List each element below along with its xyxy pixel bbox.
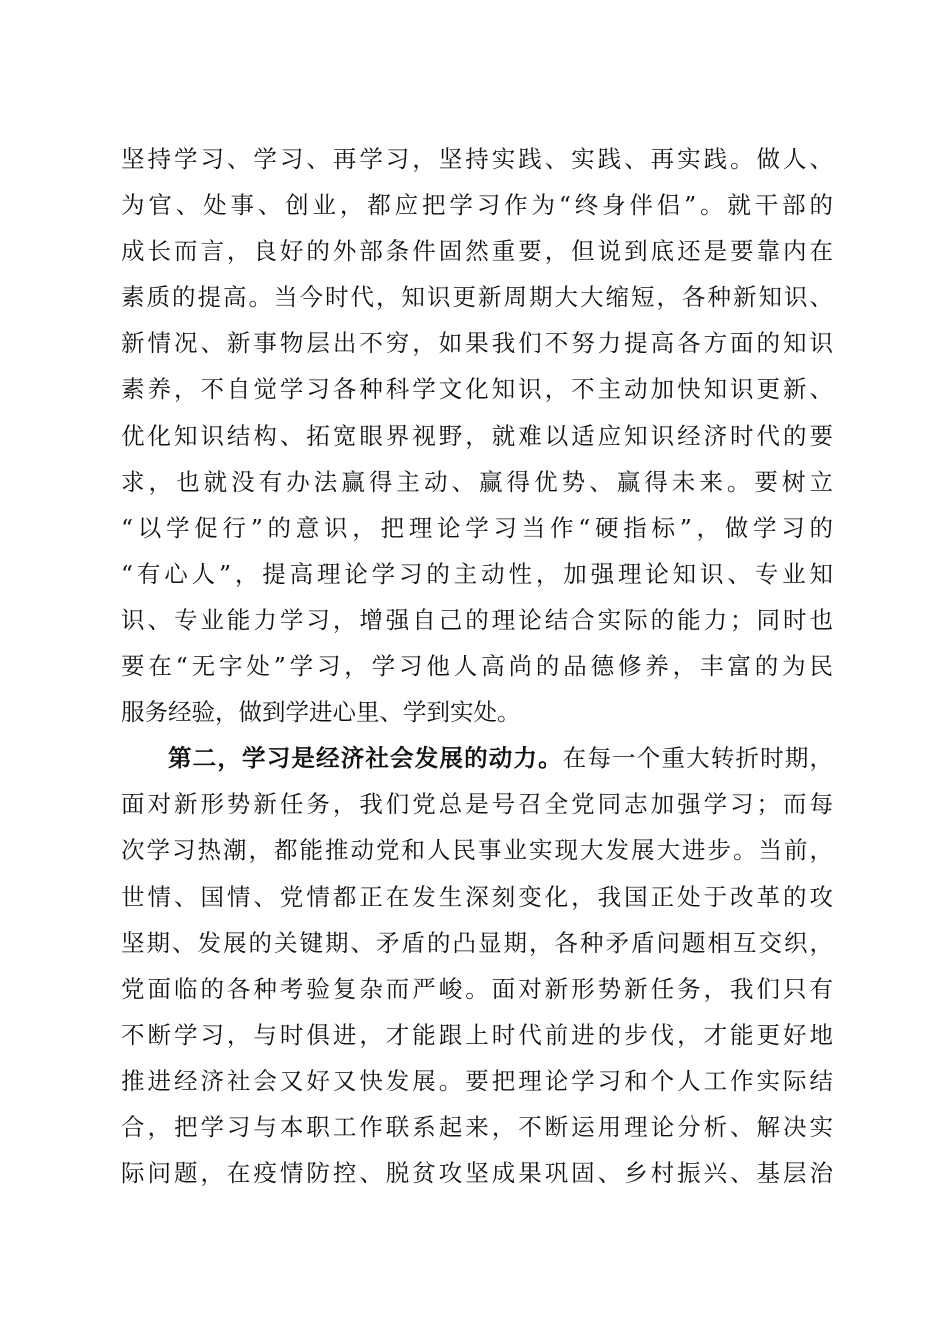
text-line: 素养，不自觉学习各种科学文化知识，不主动加快知识更新、 xyxy=(121,375,833,404)
text-line: 成长而言，良好的外部条件固然重要，但说到底还是要靠内在 xyxy=(121,237,833,266)
text-line: 求，也就没有办法赢得主动、赢得优势、赢得未来。要树立 xyxy=(121,467,833,496)
text-line: 新情况、新事物层出不穷，如果我们不努力提高各方面的知识 xyxy=(121,329,833,358)
text-line: 世情、国情、党情都正在发生深刻变化，我国正处于改革的攻 xyxy=(121,882,833,911)
text-line: 党面临的各种考验复杂而严峻。面对新形势新任务，我们只有 xyxy=(121,974,833,1003)
text-line: 际问题，在疫情防控、脱贫攻坚成果巩固、乡村振兴、基层治 xyxy=(121,1159,833,1188)
text-line: 合，把学习与本职工作联系起来，不断运用理论分析、解决实 xyxy=(121,1112,833,1141)
text-line: “有心人”，提高理论学习的主动性，加强理论知识、专业知 xyxy=(121,559,833,588)
first-line-text: 在每一个重大转折时期， xyxy=(562,744,834,773)
text-line: 面对新形势新任务，我们党总是号召全党同志加强学习；而每 xyxy=(121,790,833,819)
text-line: 为官、处事、创业，都应把学习作为“终身伴侣”。就干部的 xyxy=(121,191,833,220)
text-line: 服务经验，做到学进心里、学到实处。 xyxy=(121,698,521,727)
text-line: 坚持学习、学习、再学习，坚持实践、实践、再实践。做人、 xyxy=(121,145,833,173)
text-line: 不断学习，与时俱进，才能跟上时代前进的步伐，才能更好地 xyxy=(121,1020,833,1049)
document-body xyxy=(121,136,833,1196)
text-line: 要在“无字处”学习，学习他人高尚的品德修养，丰富的为民 xyxy=(121,652,833,681)
paragraph-2-first-line xyxy=(121,735,833,781)
text-line: “以学促行”的意识，把理论学习当作“硬指标”，做学习的 xyxy=(121,513,833,542)
text-line: 推进经济社会又好又快发展。要把理论学习和个人工作实际结 xyxy=(121,1066,833,1095)
text-line: 次学习热潮，都能推动党和人民事业实现大发展大进步。当前， xyxy=(121,836,833,865)
text-line: 素质的提高。当今时代，知识更新周期大大缩短，各种新知识、 xyxy=(121,283,833,312)
text-line: 优化知识结构、拓宽眼界视野，就难以适应知识经济时代的要 xyxy=(121,421,833,450)
paragraph-1 xyxy=(121,136,833,735)
text-line: 坚期、发展的关键期、矛盾的凸显期，各种矛盾问题相互交织， xyxy=(121,928,833,957)
text-line: 识、专业能力学习，增强自己的理论结合实际的能力；同时也 xyxy=(121,605,833,634)
paragraph-2 xyxy=(121,735,833,1196)
section-heading: 第二，学习是经济社会发展的动力。 xyxy=(168,744,563,773)
